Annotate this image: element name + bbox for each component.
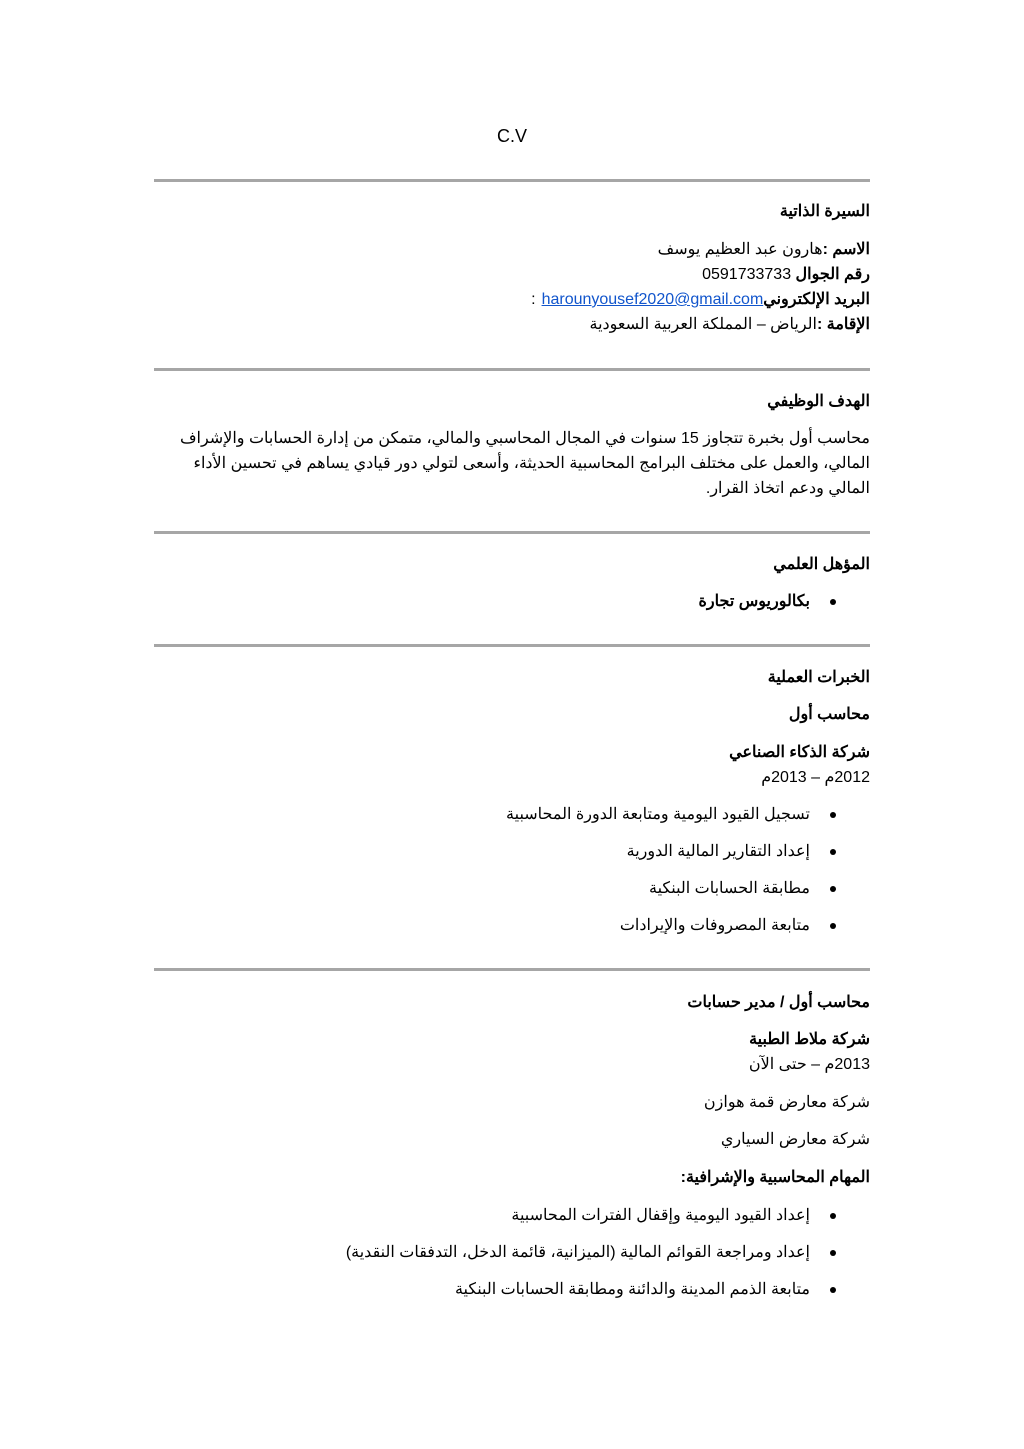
job2-tasks [346, 1205, 870, 1316]
job1-company: شركة الذكاء الصناعي [729, 744, 870, 761]
education-heading: المؤهل العلمي [773, 556, 870, 573]
email-suffix: : [531, 291, 536, 308]
list-item: مطابقة الحسابات البنكية [506, 878, 870, 915]
personal-heading: السيرة الذاتية [779, 203, 870, 220]
list-item: إعداد التقارير المالية الدورية [506, 841, 870, 878]
divider [154, 531, 870, 534]
bullet-icon [830, 923, 836, 929]
education-list [699, 591, 871, 628]
bullet-icon [830, 812, 836, 818]
email-label: البريد الإلكتروني [763, 291, 870, 308]
bullet-icon [830, 1213, 836, 1219]
job2-tasks-heading: المهام المحاسبية والإشرافية: [680, 1169, 870, 1186]
document-title: C.V [496, 126, 527, 146]
divider [154, 644, 870, 647]
experience-heading: الخبرات العملية [767, 669, 870, 686]
bullet-icon [830, 886, 836, 892]
name-value: هارون عبد العظيم يوسف [657, 241, 823, 258]
bullet-icon [830, 849, 836, 855]
name-label: الاسم : [822, 241, 870, 258]
name-field [658, 237, 870, 262]
job1-role: محاسب أول [788, 706, 870, 723]
divider [154, 968, 870, 971]
phone-value: 0591733733 [702, 266, 792, 283]
job2-other-company-2: شركة معارض السياري [720, 1131, 870, 1148]
job2-other-company-1: شركة معارض قمة هوازن [703, 1094, 870, 1111]
phone-label: رقم الجوال [795, 266, 870, 283]
residence-value: الرياض – المملكة العربية السعودية [589, 316, 817, 333]
email-field [531, 287, 870, 312]
job2-role: محاسب أول / مدير حسابات [687, 994, 870, 1011]
list-item: تسجيل القيود اليومية ومتابعة الدورة المحاسبية [506, 804, 870, 841]
residence-label: الإقامة : [816, 316, 870, 333]
job2-period: 2013م – حتى الآن [748, 1056, 870, 1073]
residence-field [589, 312, 870, 337]
list-item: بكالوريوس تجارة [699, 591, 871, 628]
job1-period: 2012م – 2013م [761, 769, 870, 786]
objective-text: محاسب أول بخبرة تتجاوز 15 سنوات في المجال المحاسبي والمالي، متمكن من إدارة الحسابات والإشراف المالي، والعمل على مختلف البرامج المحاسبية الحديثة، وأسعى لتولي دور قيادي يساهم في تحسين الأداء المالي ودعم اتخاذ القرار. [179, 430, 870, 497]
divider [154, 179, 870, 182]
list-item: متابعة المصروفات والإيرادات [506, 915, 870, 952]
bullet-icon [830, 1287, 836, 1293]
job2-company: شركة ملاط الطبية [749, 1031, 870, 1048]
objective-heading: الهدف الوظيفي [767, 393, 870, 410]
list-item: إعداد ومراجعة القوائم المالية (الميزانية، قائمة الدخل، التدفقات النقدية) [346, 1242, 870, 1279]
bullet-icon [830, 1250, 836, 1256]
email-link[interactable]: harounyousef2020@gmail.com [541, 291, 764, 308]
list-item: متابعة الذمم المدينة والدائنة ومطابقة الحسابات البنكية [346, 1279, 870, 1316]
divider [154, 368, 870, 371]
job1-tasks [506, 804, 870, 952]
bullet-icon [830, 599, 836, 605]
list-item: إعداد القيود اليومية وإقفال الفترات المحاسبية [346, 1205, 870, 1242]
phone-field [702, 262, 870, 287]
